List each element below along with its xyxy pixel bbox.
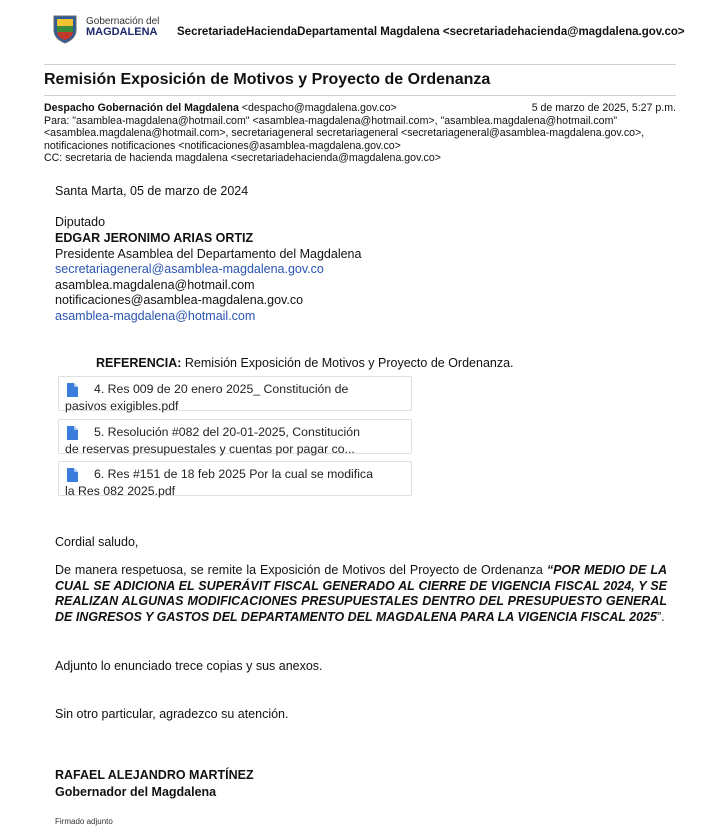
cc-line: CC: secretaria de hacienda magdalena <secretariadehacienda@magdalena.gov.co> <box>44 152 441 165</box>
email-header <box>0 0 720 62</box>
gobernacion-shield-logo <box>52 14 78 44</box>
signer-title: Gobernador del Magdalena <box>55 785 217 799</box>
attachment-name-cont: de reservas presupuestales y cuentas por pagar co... <box>65 442 355 456</box>
email-date: 5 de marzo de 2025, 5:27 p.m. <box>531 102 676 114</box>
header-sender: SecretariadeHaciendaDepartamental Magdalena <secretariadehacienda@magdalena.gov.co> <box>177 26 685 38</box>
logo-line-2: MAGDALENA <box>86 26 158 38</box>
body-paragraph <box>55 563 667 625</box>
recipient-role: Presidente Asamblea del Departamento del Magdalena <box>55 247 362 261</box>
email-subject: Remisión Exposición de Motivos y Proyecto de Ordenanza <box>44 71 491 88</box>
email-meta <box>44 102 684 165</box>
body-end: ”. <box>656 609 665 624</box>
subject-divider <box>44 95 676 96</box>
header-divider <box>44 64 676 65</box>
recipient-email: notificaciones@asamblea-magdalena.gov.co <box>55 293 304 307</box>
body-intro: De manera respetuosa, se remite la Exposición de Motivos del Proyecto de Ordenanza <box>55 563 547 577</box>
signed-attachment-note: Firmado adjunto <box>55 817 113 826</box>
document-file-icon <box>67 383 78 397</box>
greeting: Cordial saludo, <box>55 535 139 549</box>
to-line: Para: "asamblea-magdalena@hotmail.com" <asamblea-magdalena@hotmail.com>, "asamblea.magdalena@hotmail.com" <asamblea.magdalena@hotmail.com>, secretariageneral secretariageneral <secretariageneral@asamblea-magdalena.gov.co>, notificaciones notificaciones <notificaciones@asamblea-magdalena.gov.co> <box>44 114 645 152</box>
closing-line: Sin otro particular, agradezco su atención. <box>55 707 289 721</box>
recipient-name: EDGAR JERONIMO ARIAS ORTIZ <box>55 231 254 245</box>
attachment-chip[interactable] <box>58 376 412 411</box>
document-file-icon <box>67 426 78 440</box>
reference-label: REFERENCIA: <box>96 356 182 370</box>
attachment-name: 6. Res #151 de 18 feb 2025 Por la cual se modifica <box>94 467 373 481</box>
logo-line-1: Gobernación del <box>86 16 160 27</box>
recipient-email-link[interactable]: secretariageneral@asamblea-magdalena.gov.co <box>55 262 324 276</box>
from-address: <despacho@magdalena.gov.co> <box>238 102 397 114</box>
attachment-chip[interactable] <box>58 419 412 454</box>
recipient-title: Diputado <box>55 215 106 229</box>
enclosure-line: Adjunto lo enunciado trece copias y sus anexos. <box>55 659 323 673</box>
attachment-name: 5. Resolución #082 del 20-01-2025, Constitución <box>94 425 360 439</box>
attachment-name-cont: pasivos exigibles.pdf <box>65 399 179 413</box>
document-file-icon <box>67 468 78 482</box>
signer-name: RAFAEL ALEJANDRO MARTÍNEZ <box>55 768 254 782</box>
reference-line <box>96 356 514 370</box>
recipient-email: asamblea.magdalena@hotmail.com <box>55 278 255 292</box>
attachment-name: 4. Res 009 de 20 enero 2025_ Constitución de <box>94 382 349 396</box>
ordinance-title: “POR MEDIO DE LA CUAL SE ADICIONA EL SUPERÁVIT FISCAL GENERADO AL CIERRE DE VIGENCIA FISCAL 2024, Y SE REALIZAN ALGUNAS MODIFICACIONES PRESUPUESTALES DENTRO DEL PRESUPUESTO GENERAL DE INGRESOS Y GASTOS DEL DEPARTAMENTO DEL MAGDALENA PARA LA VIGENCIA FISCAL 2025 <box>55 563 668 624</box>
logo-text <box>86 16 159 38</box>
attachment-name-cont: la Res 082 2025.pdf <box>65 484 176 498</box>
reference-text: Remisión Exposición de Motivos y Proyecto de Ordenanza. <box>181 356 514 370</box>
place-date: Santa Marta, 05 de marzo de 2024 <box>55 184 249 198</box>
attachment-chip[interactable] <box>58 461 412 496</box>
recipient-email-link[interactable]: asamblea-magdalena@hotmail.com <box>55 309 256 323</box>
from-name[interactable]: Despacho Gobernación del Magdalena <box>44 102 239 114</box>
